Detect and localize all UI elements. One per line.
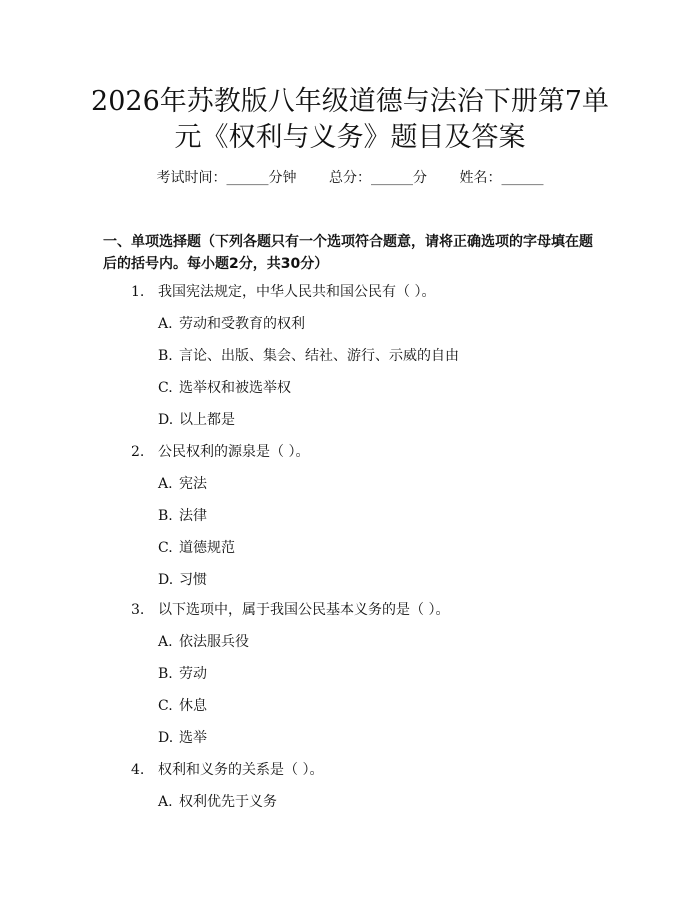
option-letter: A. [158,476,173,492]
option-letter: A. [158,634,173,650]
document-title-line-2: 元《权利与义务》题目及答案 [174,122,526,153]
question-number: 3. [131,602,145,618]
option-letter: C. [158,540,173,556]
question-text: 权利和义务的关系是（ ）。 [158,762,324,778]
exam-score-field: 总分：______分 [329,170,427,186]
question-2 [131,442,309,462]
question-1 [131,282,435,302]
question-3-option-a [158,632,249,652]
option-text: 言论、出版、集会、结社、游行、示威的自由 [179,348,459,364]
document-title-line-1: 2026年苏教版八年级道德与法治下册第7单 [91,86,609,117]
option-text: 道德规范 [179,540,235,556]
exam-info [0,168,700,188]
question-2-option-b [158,506,207,526]
option-text: 劳动和受教育的权利 [179,316,305,332]
question-2-option-c [158,538,235,558]
question-1-option-d [158,410,235,430]
option-text: 以上都是 [179,412,235,428]
section-heading: 一、单项选择题（下列各题只有一个选项符合题意，请将正确选项的字母填在题后的括号内。每小题2分，共30分） [103,234,593,272]
question-2-option-a [158,474,207,494]
option-text: 休息 [179,698,207,714]
option-letter: C. [158,698,173,714]
option-letter: A. [158,316,173,332]
option-letter: A. [158,794,173,810]
question-1-option-a [158,314,305,334]
question-3-option-c [158,696,207,716]
option-text: 选举权和被选举权 [179,380,291,396]
option-letter: B. [158,508,173,524]
question-text: 公民权利的源泉是（ ）。 [158,444,310,460]
exam-time-field: 考试时间：______分钟 [156,170,297,186]
question-3 [131,600,449,620]
question-number: 4. [131,762,145,778]
question-number: 2. [131,444,145,460]
option-text: 劳动 [179,666,207,682]
question-3-option-d [158,728,207,748]
question-text: 以下选项中，属于我国公民基本义务的是（ ）。 [158,602,450,618]
exam-name-field: 姓名：______ [459,170,544,186]
question-4 [131,760,323,780]
option-text: 权利优先于义务 [179,794,277,810]
option-text: 习惯 [179,572,207,588]
option-text: 宪法 [179,476,207,492]
question-4-option-a [158,792,277,812]
option-letter: C. [158,380,173,396]
question-text: 我国宪法规定，中华人民共和国公民有（ ）。 [158,284,436,300]
option-letter: D. [158,412,174,428]
option-letter: D. [158,730,174,746]
option-letter: B. [158,348,173,364]
question-number: 1. [131,284,145,300]
question-2-option-d [158,570,207,590]
question-1-option-c [158,378,291,398]
option-letter: D. [158,572,174,588]
option-letter: B. [158,666,173,682]
option-text: 依法服兵役 [179,634,249,650]
option-text: 选举 [179,730,207,746]
question-3-option-b [158,664,207,684]
option-text: 法律 [179,508,207,524]
question-1-option-b [158,346,459,366]
